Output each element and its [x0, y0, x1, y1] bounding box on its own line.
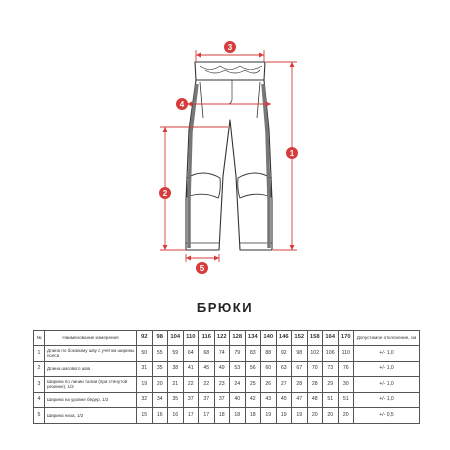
size-value: 17: [199, 408, 215, 424]
size-value: 26: [261, 377, 277, 393]
header-name: Наименование измерения: [45, 331, 137, 346]
trousers-outline: [186, 80, 272, 250]
header-size: 170: [338, 331, 354, 346]
knee-patch-left: [187, 173, 220, 198]
size-value: 92: [276, 346, 292, 362]
size-value: 64: [183, 346, 199, 362]
row-number: 5: [34, 408, 45, 424]
header-num: №: [34, 331, 45, 346]
header-size: 128: [230, 331, 246, 346]
size-value: 63: [276, 361, 292, 377]
size-value: 55: [152, 346, 168, 362]
size-value: 102: [307, 346, 323, 362]
svg-text:2: 2: [162, 189, 168, 198]
size-chart-table: [33, 330, 420, 424]
size-value: 53: [230, 361, 246, 377]
measurement-name: Длина шагового шва: [45, 361, 137, 377]
marker-1: [286, 147, 298, 159]
table-row: [34, 377, 420, 393]
size-value: 73: [323, 361, 339, 377]
size-value: 59: [168, 346, 184, 362]
marker-4: [176, 98, 188, 110]
table-row: [34, 346, 420, 362]
size-value: 37: [183, 392, 199, 408]
table-row: [34, 408, 420, 424]
size-value: 24: [230, 377, 246, 393]
waistband: [195, 62, 265, 80]
header-size: 110: [183, 331, 199, 346]
size-value: 110: [338, 346, 354, 362]
size-value: 21: [168, 377, 184, 393]
size-value: 35: [152, 361, 168, 377]
size-value: 49: [214, 361, 230, 377]
size-value: 50: [137, 346, 153, 362]
size-value: 20: [307, 408, 323, 424]
size-value: 106: [323, 346, 339, 362]
size-value: 76: [338, 361, 354, 377]
table-row: [34, 392, 420, 408]
size-value: 15: [137, 408, 153, 424]
size-value: 40: [230, 392, 246, 408]
size-value: 32: [137, 392, 153, 408]
size-value: 22: [199, 377, 215, 393]
size-value: 51: [338, 392, 354, 408]
size-value: 27: [276, 377, 292, 393]
knee-patch-right: [238, 173, 271, 198]
size-value: 25: [245, 377, 261, 393]
size-value: 41: [183, 361, 199, 377]
table-row: [34, 361, 420, 377]
size-value: 67: [292, 361, 308, 377]
size-value: 23: [214, 377, 230, 393]
header-size: 92: [137, 331, 153, 346]
measurement-name: Ширина низа, 1/2: [45, 408, 137, 424]
size-value: 74: [214, 346, 230, 362]
size-value: 51: [323, 392, 339, 408]
header-size: 164: [323, 331, 339, 346]
size-value: 56: [245, 361, 261, 377]
header-size: 116: [199, 331, 215, 346]
size-value: 70: [307, 361, 323, 377]
size-value: 35: [168, 392, 184, 408]
size-value: 42: [245, 392, 261, 408]
size-value: 45: [276, 392, 292, 408]
header-size: 134: [245, 331, 261, 346]
header-size: 98: [152, 331, 168, 346]
tolerance-value: +/- 1,0: [354, 392, 420, 408]
size-value: 43: [261, 392, 277, 408]
svg-text:5: 5: [199, 264, 205, 273]
size-value: 20: [152, 377, 168, 393]
table-header-row: [34, 331, 420, 346]
size-value: 31: [137, 361, 153, 377]
size-value: 98: [292, 346, 308, 362]
size-value: 19: [276, 408, 292, 424]
size-value: 83: [245, 346, 261, 362]
size-value: 16: [152, 408, 168, 424]
tolerance-value: +/- 0,5: [354, 408, 420, 424]
size-value: 79: [230, 346, 246, 362]
header-size: 104: [168, 331, 184, 346]
side-stripe-right: [263, 84, 269, 248]
size-value: 20: [323, 408, 339, 424]
header-size: 152: [292, 331, 308, 346]
measurement-name: Ширина на уровне бёдер, 1/2: [45, 392, 137, 408]
header-tolerance: Допустимое отклонение, см: [354, 331, 420, 346]
size-value: 20: [338, 408, 354, 424]
size-value: 60: [261, 361, 277, 377]
size-value: 30: [338, 377, 354, 393]
size-value: 29: [323, 377, 339, 393]
size-value: 17: [183, 408, 199, 424]
size-value: 22: [183, 377, 199, 393]
marker-2: [159, 187, 171, 199]
page-title: БРЮКИ: [196, 300, 254, 315]
measurement-name: Длина по боковому шву с учётом ширины пояса: [45, 346, 137, 362]
size-value: 38: [168, 361, 184, 377]
size-value: 19: [292, 408, 308, 424]
side-stripe-left: [189, 84, 197, 248]
row-number: 3: [34, 377, 45, 393]
size-value: 18: [214, 408, 230, 424]
row-number: 2: [34, 361, 45, 377]
tolerance-value: +/- 1,0: [354, 346, 420, 362]
svg-text:3: 3: [227, 43, 233, 52]
marker-5: [196, 262, 208, 274]
size-value: 18: [245, 408, 261, 424]
size-value: 37: [199, 392, 215, 408]
tolerance-value: +/- 1,0: [354, 361, 420, 377]
header-size: 158: [307, 331, 323, 346]
size-value: 19: [137, 377, 153, 393]
size-value: 48: [307, 392, 323, 408]
size-value: 68: [199, 346, 215, 362]
size-value: 19: [261, 408, 277, 424]
svg-text:1: 1: [289, 149, 295, 158]
size-value: 47: [292, 392, 308, 408]
size-value: 34: [152, 392, 168, 408]
marker-3: [224, 41, 236, 53]
header-size: 146: [276, 331, 292, 346]
row-number: 1: [34, 346, 45, 362]
size-value: 88: [261, 346, 277, 362]
tolerance-value: +/- 1,0: [354, 377, 420, 393]
size-value: 45: [199, 361, 215, 377]
size-value: 18: [230, 408, 246, 424]
row-number: 4: [34, 392, 45, 408]
size-value: 28: [292, 377, 308, 393]
size-value: 28: [307, 377, 323, 393]
size-value: 16: [168, 408, 184, 424]
svg-text:4: 4: [179, 100, 185, 109]
measurement-name: Ширина по линии талии (при стянутой резинке), 1/2: [45, 377, 137, 393]
size-value: 37: [214, 392, 230, 408]
header-size: 140: [261, 331, 277, 346]
header-size: 122: [214, 331, 230, 346]
